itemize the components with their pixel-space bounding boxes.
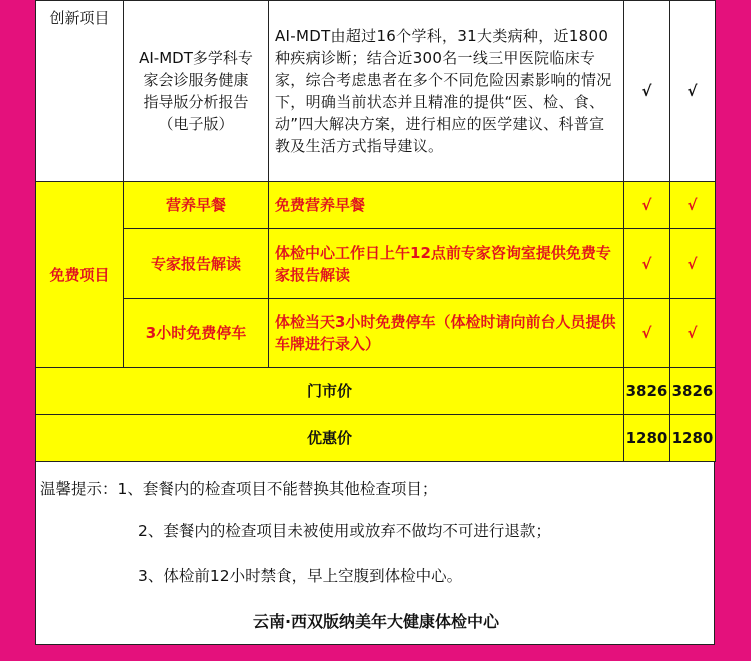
market-price-b: 3826	[670, 368, 716, 415]
discount-price-b: 1280	[670, 415, 716, 462]
free-check-b: √	[670, 182, 716, 229]
innovative-description: AI-MDT由超过16个学科，31大类病种，近1800种疾病诊断；结合近300名一线三甲医院临床专家，综合考虑患者在多个不同危险因素影响的情况下，明确当前状态并且精准的提供“医、检、食、动”四大解决方案，进行相应的医学建议、科普宣教及生活方式指导建议。	[269, 1, 624, 182]
discount-price-row	[36, 415, 716, 462]
free-check-b: √	[670, 299, 716, 368]
free-item-name: 3小时免费停车	[124, 299, 269, 368]
innovative-check-b: √	[670, 1, 716, 182]
free-row-breakfast	[36, 182, 716, 229]
note-line-2: 2、套餐内的检查项目未被使用或放弃不做均不可进行退款；	[138, 522, 551, 540]
innovative-name-line: AI-MDT多学科专	[139, 49, 253, 67]
free-item-description: 体检中心工作日上午12点前专家咨询室提供免费专家报告解读	[269, 229, 624, 299]
free-row-parking	[36, 299, 716, 368]
innovative-category: 创新项目	[36, 1, 124, 182]
market-price-label: 门市价	[36, 368, 624, 415]
market-price-a: 3826	[624, 368, 670, 415]
free-item-name: 营养早餐	[124, 182, 269, 229]
free-item-name: 专家报告解读	[124, 229, 269, 299]
free-check-b: √	[670, 229, 716, 299]
innovative-item-name	[124, 1, 269, 182]
note-line-1: 温馨提示：1、套餐内的检查项目不能替换其他检查项目；	[40, 480, 438, 498]
free-check-a: √	[624, 229, 670, 299]
free-item-description: 体检当天3小时免费停车（体检时请向前台人员提供车牌进行录入）	[269, 299, 624, 368]
innovative-name-line: （电子版）	[158, 115, 234, 133]
innovative-name-line: 家会诊服务健康	[143, 71, 249, 89]
note-line-3: 3、体检前12小时禁食，早上空腹到体检中心。	[138, 567, 463, 585]
discount-price-label: 优惠价	[36, 415, 624, 462]
package-table	[35, 0, 716, 462]
innovative-name-line: 指导版分析报告	[143, 93, 249, 111]
innovative-row	[36, 1, 716, 182]
discount-price-a: 1280	[624, 415, 670, 462]
market-price-row	[36, 368, 716, 415]
free-category: 免费项目	[36, 182, 124, 368]
free-check-a: √	[624, 299, 670, 368]
innovative-check-a: √	[624, 1, 670, 182]
organization-name: 云南·西双版纳美年大健康体检中心	[252, 612, 500, 631]
free-item-description: 免费营养早餐	[269, 182, 624, 229]
free-row-report	[36, 229, 716, 299]
notes-section	[35, 461, 715, 645]
free-check-a: √	[624, 182, 670, 229]
package-document	[35, 0, 715, 645]
